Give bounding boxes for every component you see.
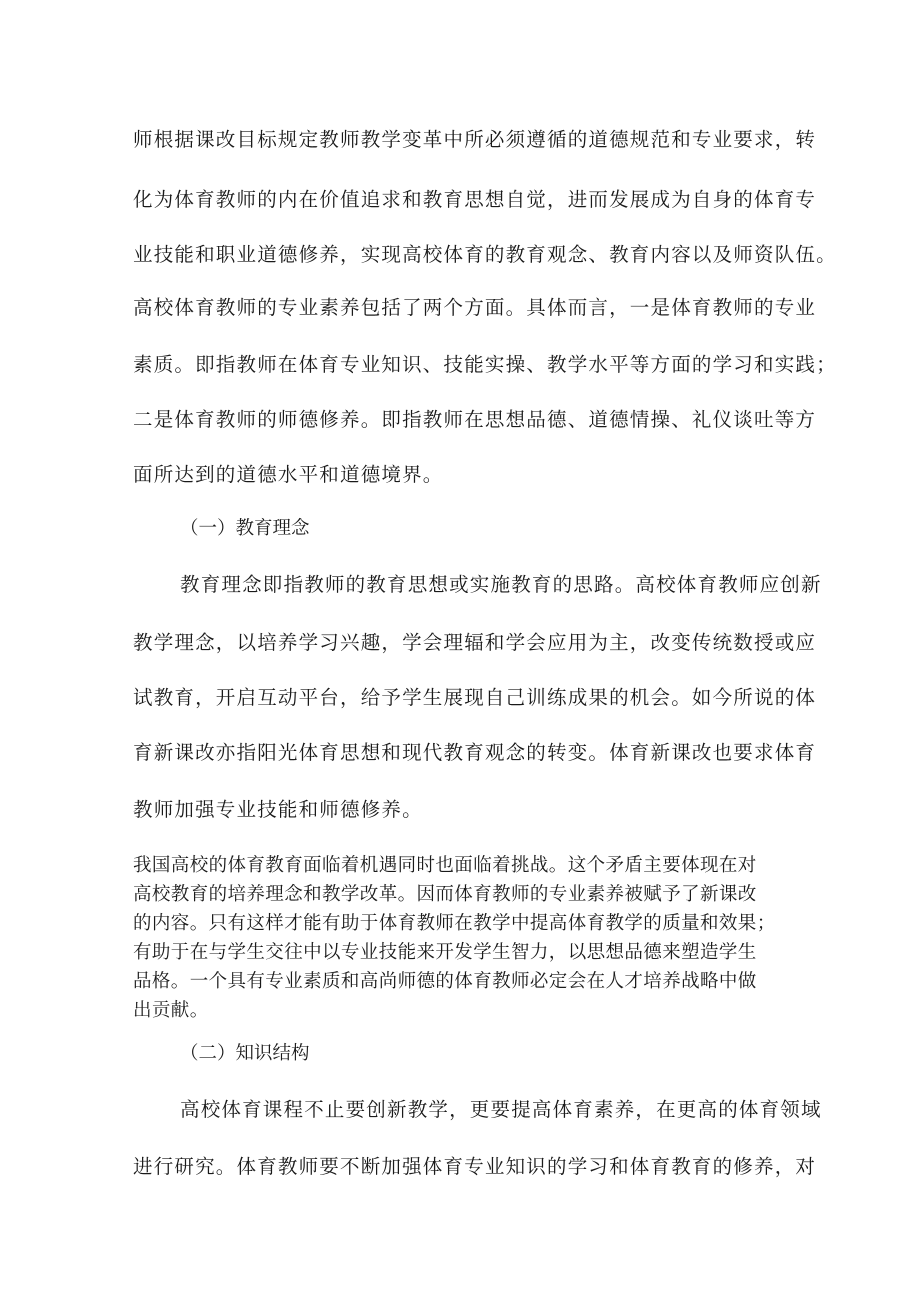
paragraph-3-line-3: 试教育，开启互动平台，给予学生展现自己训练成果的机会。如今所说的体 (133, 686, 817, 709)
paragraph-2-line-2: 素质。即指教师在体育专业知识、技能实操、教学水平等方面的学习和实践； (133, 353, 837, 376)
paragraph-3-line-2: 教学理念，以培养学习兴趣，学会理辐和学会应用为主，改变传统数授或应 (133, 631, 817, 654)
paragraph-4-line-6: 出贡献。 (133, 1000, 209, 1021)
paragraph-3-line-4: 育新课改亦指阳光体育思想和现代教育观念的转变。体育新课改也要求体育 (133, 741, 817, 764)
paragraph-2-line-3: 二是体育教师的师德修养。即指教师在思想品德、道德情操、礼仪谈吐等方 (133, 408, 817, 431)
paragraph-4-line-3: 的内容。只有这样才能有助于体育教师在教学中提高体育教学的质量和效果； (133, 913, 776, 934)
paragraph-3-line-5: 教师加强专业技能和师德修养。 (133, 798, 423, 821)
paragraph-4-line-5: 品格。一个具有专业素质和高尚师德的体育教师必定会在人才培养战略中做 (133, 971, 757, 992)
paragraph-3-line-1: 教育理念即指教师的教育思想或实施教育的思路。高校体育教师应创新 (180, 573, 822, 596)
section-heading-2: （二）知识结构 (180, 1043, 310, 1064)
paragraph-1-line-1: 师根据课改目标规定教师教学变革中所必须遵循的道德规范和专业要求，转 (133, 128, 817, 151)
paragraph-4-line-2: 高校教育的培养理念和教学改革。因而体育教师的专业素养被赋予了新课改 (133, 884, 757, 905)
paragraph-2-line-4: 面所达到的道德水平和道德境界。 (133, 463, 444, 486)
paragraph-1-line-3: 业技能和职业道德修养，实现高校体育的教育观念、教育内容以及师资队伍。 (133, 243, 837, 266)
section-heading-1: （一）教育理念 (180, 518, 310, 539)
paragraph-2-line-1: 高校体育教师的专业素养包括了两个方面。具体而言，一是体育教师的专业 (133, 296, 817, 319)
paragraph-5-line-1: 高校体育课程不止要创新教学，更要提高体育素养，在更高的体育领域 (180, 1098, 822, 1121)
paragraph-4-line-1: 我国高校的体育教育面临着机遇同时也面临着挑战。这个矛盾主要体现在对 (133, 855, 757, 876)
paragraph-4-line-4: 有助于在与学生交往中以专业技能来开发学生智力，以思想品德来塑造学生 (133, 942, 757, 963)
paragraph-1-line-2: 化为体育教师的内在价值追求和教育思想自觉，进而发展成为自身的体育专 (133, 188, 817, 211)
paragraph-5-line-2: 进行研究。体育教师要不断加强体育专业知识的学习和体育教育的修养，对 (133, 1155, 817, 1178)
